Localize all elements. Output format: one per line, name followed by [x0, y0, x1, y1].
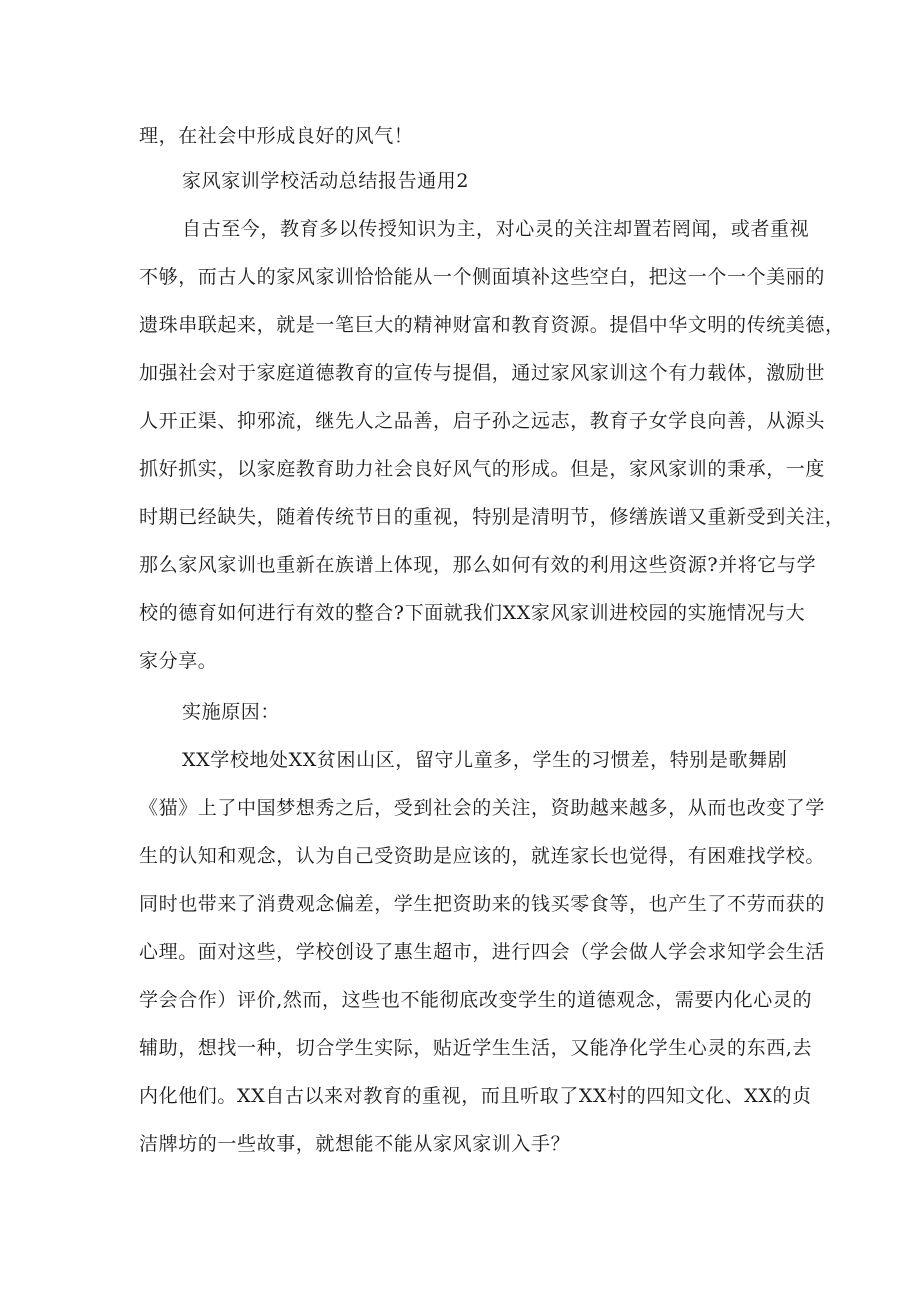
intro-paragraph-line: 时期已经缺失，随着传统节日的重视，特别是清明节，修缮族谱又重新受到关注，: [139, 506, 845, 528]
intro-paragraph-line: 人开正渠、抑邪流，继先人之品善，启子孙之远志，教育子女学良向善，从源头: [139, 410, 826, 432]
section-label: 实施原因：: [182, 701, 281, 723]
intro-paragraph-line: 那么家风家训也重新在族谱上体现，那么如何有效的利用这些资源?并将它与学: [139, 554, 817, 576]
reason-paragraph-line: 同时也带来了消费观念偏差，学生把资助来的钱买零食等，也产生了不劳而获的: [139, 893, 826, 915]
reason-paragraph-line: 洁牌坊的一些故事，就想能不能从家风家训入手？: [139, 1133, 571, 1155]
intro-paragraph-line: 遗珠串联起来，就是一笔巨大的精神财富和教育资源。提倡中华文明的传统美德，: [139, 314, 845, 336]
reason-paragraph-line: 《猫》上了中国梦想秀之后，受到社会的关注，资助越来越多，从而也改变了学: [139, 797, 826, 819]
reason-paragraph-line: 内化他们。XX自古以来对教育的重视，而且听取了XX村的四知文化、XX的贞: [139, 1085, 812, 1107]
reason-paragraph-line: XX学校地处XX贫困山区，留守儿童多，学生的习惯差，特别是歌舞剧: [182, 749, 788, 771]
continuation-line: 理，在社会中形成良好的风气！: [139, 125, 414, 147]
reason-paragraph-line: 学会合作）评价,然而，这些也不能彻底改变学生的道德观念，需要内化心灵的: [139, 989, 813, 1011]
section-heading: 家风家训学校活动总结报告通用2: [182, 170, 470, 192]
intro-paragraph-line: 加强社会对于家庭道德教育的宣传与提倡，通过家风家训这个有力载体，激励世: [139, 362, 826, 384]
intro-paragraph-line: 校的德育如何进行有效的整合?下面就我们XX家风家训进校园的实施情况与大: [139, 602, 806, 624]
reason-paragraph-line: 心理。面对这些，学校创设了惠生超市，进行四会（学会做人学会求知学会生活: [139, 941, 826, 963]
reason-paragraph-line: 辅助，想找一种，切合学生实际，贴近学生生活，又能净化学生心灵的东西,去: [139, 1037, 813, 1059]
intro-paragraph-line: 抓好抓实，以家庭教育助力社会良好风气的形成。但是，家风家训的秉承，一度: [139, 458, 826, 480]
intro-paragraph-line: 家分享。: [139, 650, 218, 672]
reason-paragraph-line: 生的认知和观念，认为自己受资助是应该的，就连家长也觉得，有困难找学校。: [139, 845, 826, 867]
intro-paragraph-line: 不够，而古人的家风家训恰恰能从一个侧面填补这些空白，把这一个一个美丽的: [139, 266, 826, 288]
intro-paragraph-line: 自古至今，教育多以传授知识为主，对心灵的关注却置若罔闻，或者重视: [182, 218, 810, 240]
